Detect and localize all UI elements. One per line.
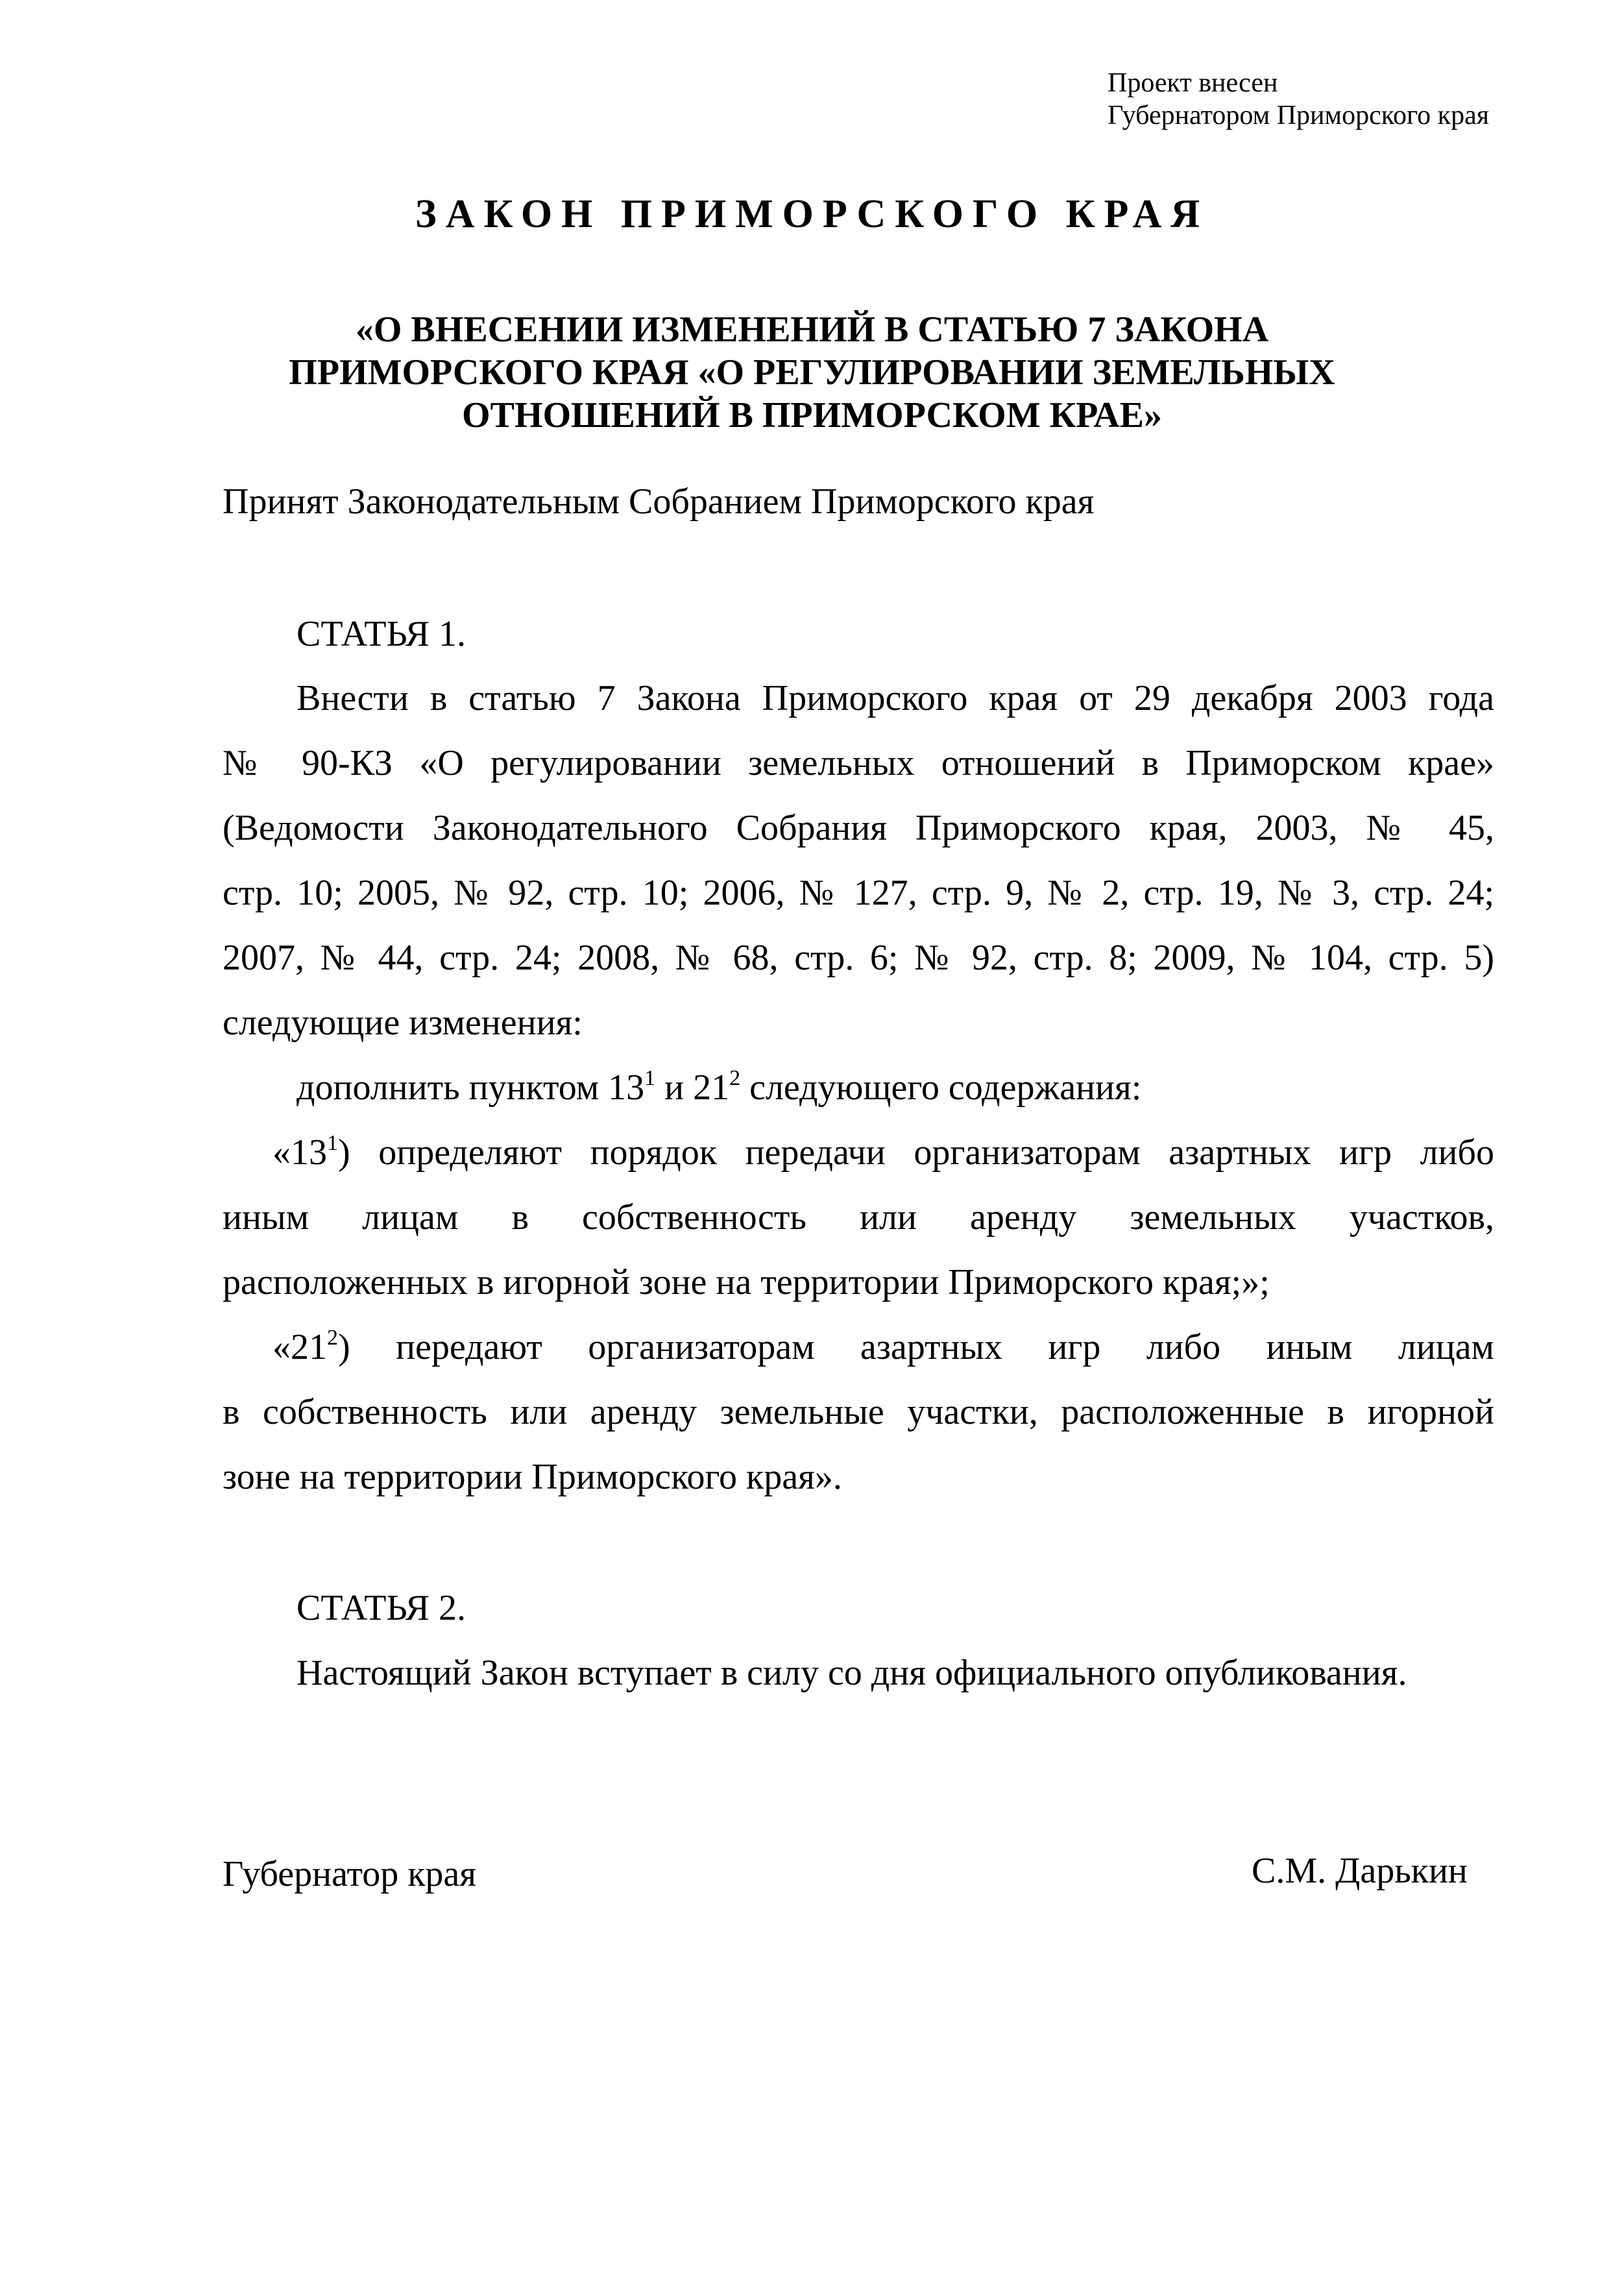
article-1-heading: СТАТЬЯ 1.	[297, 614, 467, 654]
item-13-1-text: иным лицам в собственность или аренду земельных участков,	[223, 1197, 1494, 1237]
item-13-1-line	[223, 1196, 1494, 1239]
superscript: 2	[729, 1066, 741, 1090]
subtitle-line-2: ПРИМОРСКОГО КРАЯ «О РЕГУЛИРОВАНИИ ЗЕМЕЛЬНЫХ	[289, 352, 1335, 393]
supplement-text: следующего содержания:	[740, 1067, 1142, 1108]
adopted-by: Принят Законодательным Собранием Приморского края	[223, 481, 1095, 522]
item-21-2-text: «$21^2$) передают организаторам азартных игр либо иным лицам	[273, 1326, 1494, 1367]
item-13-1-line	[273, 1131, 1494, 1174]
article-1-line: следующие изменения:	[223, 1003, 583, 1043]
header-note-line-2: Губернатором Приморского края	[1108, 101, 1490, 130]
header-note-line-1: Проект внесен	[1108, 68, 1278, 98]
article-1-line	[223, 936, 1494, 979]
article-1-line	[223, 742, 1494, 785]
article-2-text: Настоящий Закон вступает в силу со дня официального опубликования.	[297, 1653, 1407, 1693]
article-1-line	[223, 871, 1494, 914]
article-1-line-text: стр. 10; 2005, № 92, стр. 10; 2006, № 127, стр. 9, № 2, стр. 19, № 3, стр. 24;	[223, 873, 1494, 913]
subtitle-line-3: ОТНОШЕНИЙ В ПРИМОРСКОМ КРАЕ»	[461, 395, 1163, 435]
item-21-2-text: в собственность или аренду земельные участки, расположенные в игорной	[223, 1392, 1494, 1432]
item-21-2-line	[273, 1326, 1494, 1369]
subtitle-line-1: «О ВНЕСЕНИИ ИЗМЕНЕНИЙ В СТАТЬЮ 7 ЗАКОНА	[355, 310, 1269, 350]
superscript: 2	[327, 1326, 338, 1350]
article-1-line	[223, 807, 1494, 849]
signature-position: Губернатор края	[223, 1854, 477, 1894]
superscript: 1	[327, 1131, 338, 1155]
item-21-2-line	[223, 1391, 1494, 1433]
article-1-line-text: № 90-КЗ «О регулировании земельных отношений в Приморском крае»	[223, 743, 1494, 783]
item-13-1-text: «$13^1$) определяют порядок передачи организаторам азартных игр либо	[273, 1131, 1494, 1173]
article-2-heading: СТАТЬЯ 2.	[297, 1588, 467, 1628]
supplement-text: дополнить пунктом 13	[297, 1067, 645, 1108]
item-21-2-line: зоне на территории Приморского края».	[223, 1457, 842, 1497]
supplement-text: и 21	[655, 1067, 730, 1108]
article-1-line-text: 2007, № 44, стр. 24; 2008, № 68, стр. 6; № 92, стр. 8; 2009, № 104, стр. 5)	[223, 938, 1494, 978]
law-title: ЗАКОН ПРИМОРСКОГО КРАЯ	[415, 192, 1209, 236]
signature-name: С.М. Дарькин	[1252, 1851, 1468, 1891]
article-1-line-text: (Ведомости Законодательного Собрания Приморского края, 2003, № 45,	[223, 808, 1494, 848]
article-1-line-text: Внести в статью 7 Закона Приморского края от 29 декабря 2003 года	[297, 678, 1494, 718]
superscript: 1	[644, 1066, 656, 1090]
law-subtitle	[0, 308, 1624, 437]
item-13-1-line: расположенных в игорной зоне на территории Приморского края;»;	[223, 1262, 1270, 1302]
supplement-line	[297, 1066, 1141, 1109]
article-1-line	[297, 677, 1494, 720]
